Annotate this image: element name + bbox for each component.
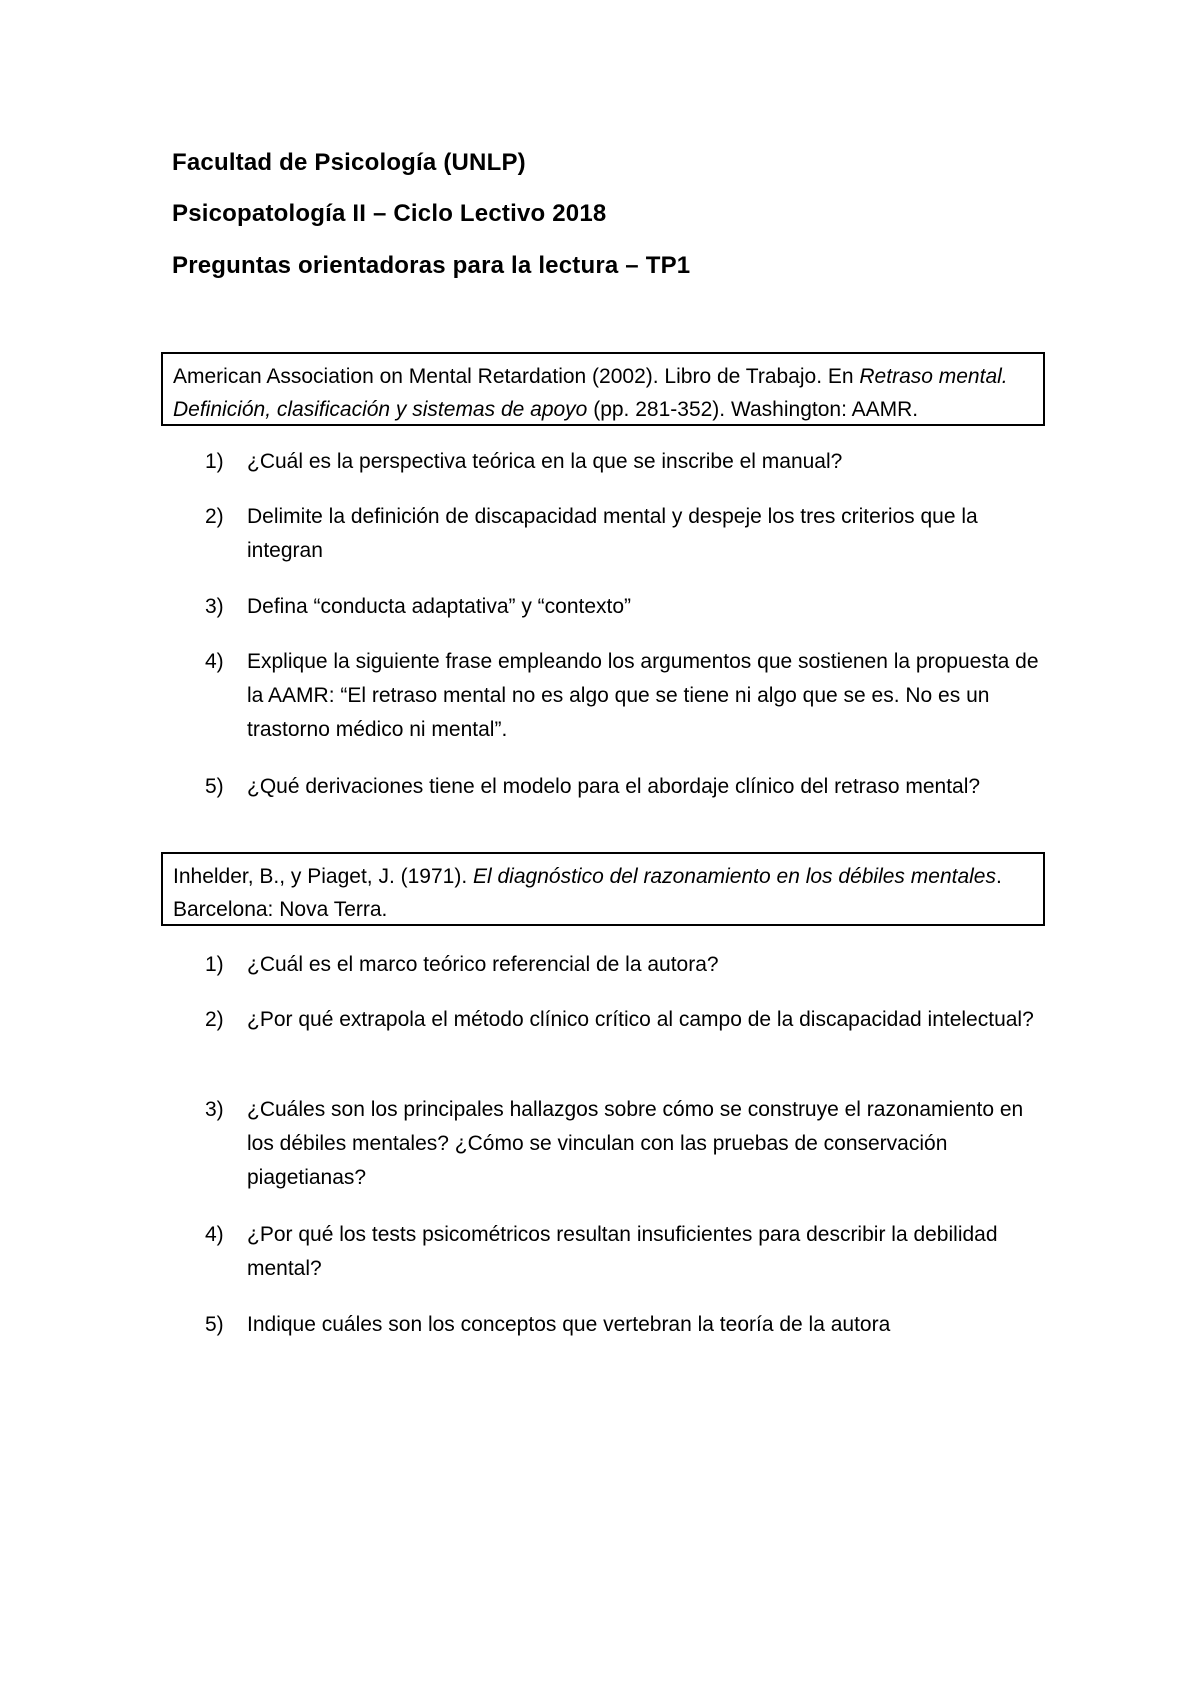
question-text: ¿Cuál es la perspectiva teórica en la que se inscribe el manual? xyxy=(247,450,843,473)
question-number: 3) xyxy=(205,595,224,618)
reference-text: (pp. 281-352). Washington: AAMR. xyxy=(587,398,919,421)
question-number: 2) xyxy=(205,505,224,528)
subtitle-heading: Preguntas orientadoras para la lectura – TP1 xyxy=(172,252,691,279)
reference-text: Inhelder, B., y Piaget, J. (1971). xyxy=(173,865,473,888)
question-number: 5) xyxy=(205,1313,224,1336)
question-text: ¿Por qué extrapola el método clínico crítico al campo de la discapacidad intelectual? xyxy=(247,1008,1034,1031)
question-text: ¿Por qué los tests psicométricos resultan insuficientes para describir la debilidad mental? xyxy=(247,1223,998,1280)
reference-text: . Barcelona: Nova Terra. xyxy=(173,865,1002,921)
question-text: Explique la siguiente frase empleando los argumentos que sostienen la propuesta de la AAMR: “El retraso mental no es algo que se tiene ni algo que se es. No es un trastorno médico ni mental”. xyxy=(247,650,1039,741)
question-number: 5) xyxy=(205,775,224,798)
question-number: 4) xyxy=(205,650,224,673)
question-text: Delimite la definición de discapacidad mental y despeje los tres criterios que la integran xyxy=(247,505,978,562)
reference-box-1 xyxy=(161,352,1045,426)
question-number: 1) xyxy=(205,953,224,976)
faculty-heading: Facultad de Psicología (UNLP) xyxy=(172,149,526,176)
reference-title: El diagnóstico del razonamiento en los débiles mentales xyxy=(473,865,996,888)
question-number: 2) xyxy=(205,1008,224,1031)
question-text: ¿Qué derivaciones tiene el modelo para el abordaje clínico del retraso mental? xyxy=(247,775,981,798)
reference-text: American Association on Mental Retardation (2002). Libro de Trabajo. En xyxy=(173,365,860,388)
reference-box-2 xyxy=(161,852,1045,926)
reference-title: Retraso mental. Definición, clasificación y sistemas de apoyo xyxy=(173,365,1008,421)
question-number: 4) xyxy=(205,1223,224,1246)
question-number: 1) xyxy=(205,450,224,473)
question-text: Defina “conducta adaptativa” y “contexto” xyxy=(247,595,632,618)
question-text: ¿Cuál es el marco teórico referencial de la autora? xyxy=(247,953,719,976)
question-number: 3) xyxy=(205,1098,224,1121)
question-text: ¿Cuáles son los principales hallazgos sobre cómo se construye el razonamiento en los débiles mentales? ¿Cómo se vinculan con las pruebas de conservación piagetianas? xyxy=(247,1098,1024,1189)
question-text: Indique cuáles son los conceptos que vertebran la teoría de la autora xyxy=(247,1313,891,1336)
course-heading: Psicopatología II – Ciclo Lectivo 2018 xyxy=(172,200,607,227)
